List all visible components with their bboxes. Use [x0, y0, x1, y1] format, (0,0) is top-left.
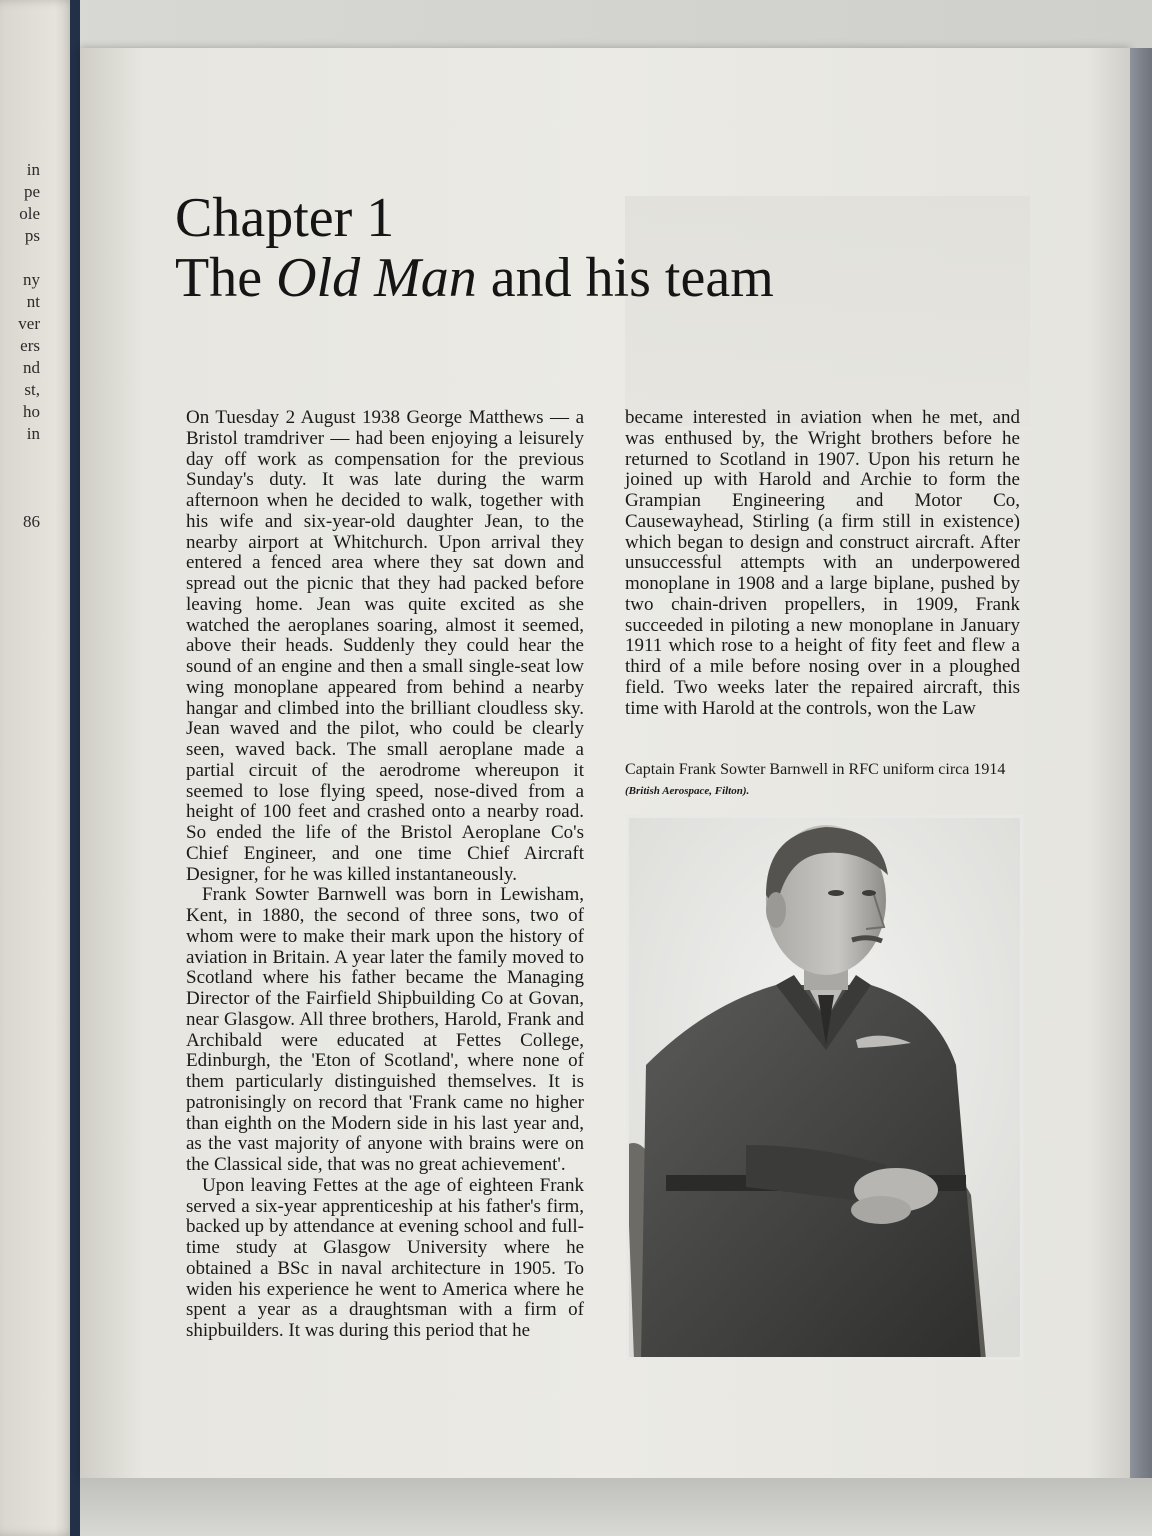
left-page-fragment: nt	[26, 292, 40, 311]
portrait-illustration	[626, 815, 1023, 1360]
left-page-fragment: 86	[23, 512, 40, 531]
right-text-column	[625, 408, 1020, 719]
left-page-fragment: nd	[23, 358, 40, 377]
paragraph-1: On Tuesday 2 August 1938 George Matthews — a Bristol tramdriver — had been enjoying a leisurely day off work as compensation for the previous Sunday's duty. It was late during the warm afternoon when he decided to walk, together with his wife and six-year-old daughter Jean, to the nearby airport at Whitchurch. Upon arrival they entered a fenced area where they sat down and spread out the picnic that they had packed before leaving home. Jean was quite excited as she watched the aeroplanes soaring, almost it seemed, above their heads. Suddenly they could hear the sound of an engine and then a small single-seat low wing monoplane appeared from behind a nearby hangar and climbed into the brilliant cloudless sky. Jean waved and the pilot, who could be clearly seen, waved back. The small aeroplane made a partial circuit of the aerodrome whereupon it seemed to lose flying speed, nose-dived from a height of 100 feet and crashed onto a nearby road. So ended the life of the Bristol Aeroplane Co's Chief Engineer, and one time Chief Aircraft Designer, for he was killed instantaneously.	[186, 407, 584, 885]
chapter-heading	[175, 188, 875, 308]
page-bottom-edge	[80, 1478, 1152, 1536]
left-page-fragment: ps	[24, 226, 40, 245]
left-page-fragment: in	[26, 160, 40, 179]
left-page-fragment: ny	[23, 270, 40, 289]
paragraph-2: Frank Sowter Barnwell was born in Lewisham, Kent, in 1880, the second of three sons, two of whom were to make their mark upon the history of aviation in Britain. A year later the family moved to Scotland where his father became the Managing Director of the Fairfield Shipbuilding Co at Govan, near Glasgow. All three brothers, Harold, Frank and Archibald were educated at Fettes College, Edinburgh, the 'Eton of Scotland', where none of them particularly distinguished themselves. It is patronisingly on record that 'Frank came no higher than eighth on the Modern side in his last year and, as the vast majority of anyone with brains were on the Classical side, that was no great achievement'.	[186, 884, 584, 1175]
chapter-title-start: The	[175, 247, 263, 309]
left-page-fragment: ho	[23, 402, 40, 421]
paragraph-3: Upon leaving Fettes at the age of eighteen Frank served a six-year apprenticeship at his father's firm, backed up by attendance at evening school and full-time study at Glasgow University where he obtained a BSc in naval architecture in 1905. To widen his experience he went to America where he spent a year as a draughtsman with a firm of shipbuilders. It was during this period that he	[186, 1174, 584, 1341]
left-page-fragment: ers	[20, 336, 40, 355]
chapter-number: Chapter 1	[175, 187, 395, 249]
left-page-fragment: ver	[18, 314, 40, 333]
left-text-column	[186, 408, 584, 1342]
left-page-edge	[0, 0, 78, 1536]
left-page-fragment: ole	[19, 204, 40, 223]
chapter-title-italic: Old Man	[276, 247, 477, 309]
caption-credit: (British Aerospace, Filton).	[625, 785, 750, 797]
right-book-board	[1130, 48, 1152, 1478]
caption-text: Captain Frank Sowter Barnwell in RFC uniform circa 1914	[625, 761, 1006, 778]
left-page-fragment: in	[26, 424, 40, 443]
left-page-fragment: st,	[24, 380, 40, 399]
left-book-cover	[70, 0, 80, 1536]
paragraph-continued: became interested in aviation when he met, and was enthused by, the Wright brothers before he returned to Scotland in 1907. Upon his return he joined up with Harold and Archie to form the Grampian Engineering and Motor Co, Causewayhead, Stirling (a firm still in existence) which began to design and construct aircraft. After unsuccessful attempts with an underpowered monoplane in 1908 and a large biplane, pushed by two chain-driven propellers, in 1909, Frank succeeded in piloting a new monoplane in January 1911 which rose to a height of fity feet and flew a third of a mile before nosing over in a ploughed field. Two weeks later the repaired aircraft, this time with Harold at the controls, won the Law	[625, 407, 1020, 719]
figure-caption	[625, 760, 1025, 801]
left-page-fragment: pe	[23, 182, 40, 201]
portrait-photo	[626, 815, 1023, 1360]
chapter-title-end: and his team	[490, 247, 774, 309]
